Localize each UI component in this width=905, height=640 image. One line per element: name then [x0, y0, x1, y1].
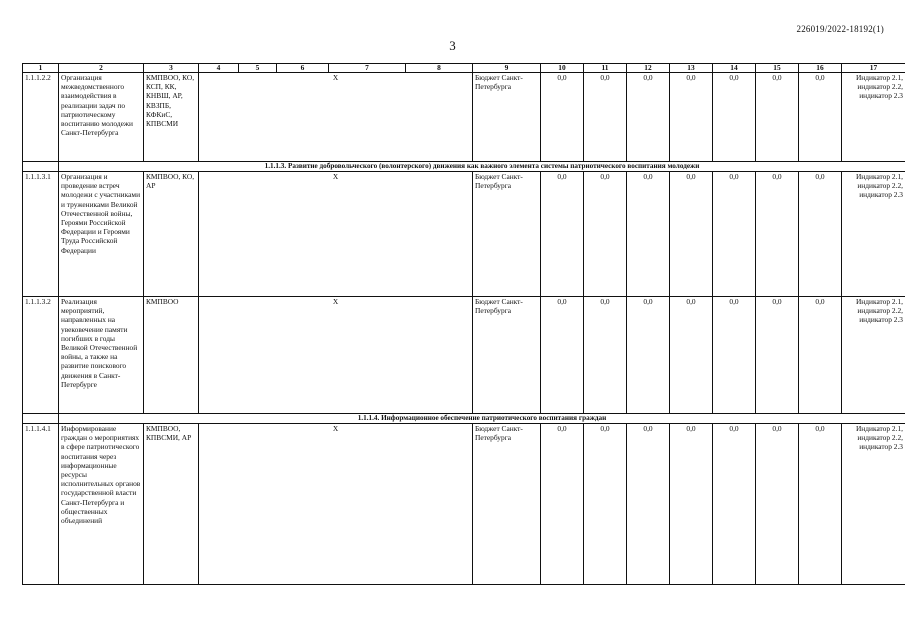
- column-header: 15: [756, 64, 799, 73]
- activity-mark: X: [199, 172, 473, 297]
- activity-code: 1.1.1.2.2: [23, 73, 59, 162]
- column-header: 3: [144, 64, 199, 73]
- activity-executors: КМПВОО, КО, КСП, КК, КНВШ, АР, КВЗПБ, КФКиС, КПВСМИ: [144, 73, 199, 162]
- funding-value: 0,0: [627, 172, 670, 297]
- funding-value: 0,0: [670, 73, 713, 162]
- funding-value: 0,0: [670, 297, 713, 414]
- funding-value: 0,0: [541, 297, 584, 414]
- funding-source: Бюджет Санкт-Петербурга: [473, 73, 541, 162]
- column-header: 10: [541, 64, 584, 73]
- activity-indicators: Индикатор 2.1, индикатор 2.2, индикатор 2.3: [842, 172, 905, 297]
- section-row: [23, 162, 905, 172]
- section-title: 1.1.1.4. Информационное обеспечение патриотического воспитания граждан: [59, 414, 905, 424]
- table-row: [23, 172, 905, 297]
- funding-value: 0,0: [713, 73, 756, 162]
- funding-value: 0,0: [713, 172, 756, 297]
- activity-mark: X: [199, 297, 473, 414]
- column-header: 13: [670, 64, 713, 73]
- funding-value: 0,0: [627, 73, 670, 162]
- section-row: [23, 414, 905, 424]
- column-header: 9: [473, 64, 541, 73]
- funding-value: 0,0: [756, 172, 799, 297]
- funding-value: 0,0: [713, 424, 756, 585]
- activity-name: Реализация мероприятий, направленных на увековечение памяти погибших в годы Великой Отечественной войны, а также на развитие поискового движения в Санкт-Петербурге: [59, 297, 144, 414]
- funding-value: 0,0: [799, 172, 842, 297]
- funding-value: 0,0: [584, 297, 627, 414]
- table-row: [23, 424, 905, 585]
- funding-value: 0,0: [799, 297, 842, 414]
- activity-name: Информирование граждан о мероприятиях в сфере патриотического воспитания через информационные ресурсы исполнительных органов государственной власти Санкт-Петербурга и общественных объединений: [59, 424, 144, 585]
- funding-value: 0,0: [756, 297, 799, 414]
- funding-value: 0,0: [670, 172, 713, 297]
- column-header: 12: [627, 64, 670, 73]
- funding-value: 0,0: [670, 424, 713, 585]
- column-header: 14: [713, 64, 756, 73]
- funding-value: 0,0: [799, 73, 842, 162]
- funding-value: 0,0: [541, 172, 584, 297]
- column-header: 4: [199, 64, 239, 73]
- column-header: 8: [406, 64, 473, 73]
- funding-value: 0,0: [541, 73, 584, 162]
- funding-source: Бюджет Санкт-Петербурга: [473, 424, 541, 585]
- funding-value: 0,0: [799, 424, 842, 585]
- column-header: 11: [584, 64, 627, 73]
- column-header: 16: [799, 64, 842, 73]
- funding-value: 0,0: [584, 172, 627, 297]
- activity-mark: X: [199, 73, 473, 162]
- funding-value: 0,0: [756, 73, 799, 162]
- funding-value: 0,0: [584, 73, 627, 162]
- funding-value: 0,0: [627, 297, 670, 414]
- activity-executors: КМПВОО, КО, АР: [144, 172, 199, 297]
- funding-value: 0,0: [713, 297, 756, 414]
- column-header: 17: [842, 64, 905, 73]
- activity-executors: КМПВОО, КПВСМИ, АР: [144, 424, 199, 585]
- activity-code: 1.1.1.4.1: [23, 424, 59, 585]
- activity-indicators: Индикатор 2.1, индикатор 2.2, индикатор 2.3: [842, 297, 905, 414]
- activity-name: Организация межведомственного взаимодействия в реализации задач по патриотическому воспитанию молодежи Санкт-Петербурга: [59, 73, 144, 162]
- column-header: 5: [239, 64, 277, 73]
- page-number: 3: [449, 38, 456, 53]
- column-header: 2: [59, 64, 144, 73]
- activity-name: Организация и проведение встреч молодежи с участниками и тружениками Великой Отечественной войны, Героями Российской Федерации и Героями Труда Российской Федерации: [59, 172, 144, 297]
- table-row: [23, 73, 905, 162]
- column-header: 7: [329, 64, 406, 73]
- table-row: [23, 297, 905, 414]
- section-title: 1.1.1.3. Развитие добровольческого (волонтерского) движения как важного элемента системы патриотического воспитания молодежи: [59, 162, 905, 172]
- activity-mark: X: [199, 424, 473, 585]
- activity-code: 1.1.1.3.2: [23, 297, 59, 414]
- activity-code: 1.1.1.3.1: [23, 172, 59, 297]
- column-number-row: [23, 64, 905, 73]
- funding-value: 0,0: [756, 424, 799, 585]
- funding-source: Бюджет Санкт-Петербурга: [473, 297, 541, 414]
- column-header: 6: [277, 64, 329, 73]
- activity-indicators: Индикатор 2.1, индикатор 2.2, индикатор 2.3: [842, 73, 905, 162]
- document-registration-number: 226019/2022-18192(1): [796, 24, 884, 34]
- funding-source: Бюджет Санкт-Петербурга: [473, 172, 541, 297]
- funding-value: 0,0: [584, 424, 627, 585]
- activity-indicators: Индикатор 2.1, индикатор 2.2, индикатор 2.3: [842, 424, 905, 585]
- activity-executors: КМПВОО: [144, 297, 199, 414]
- funding-value: 0,0: [627, 424, 670, 585]
- column-header: 1: [23, 64, 59, 73]
- program-activities-table: [22, 63, 905, 585]
- funding-value: 0,0: [541, 424, 584, 585]
